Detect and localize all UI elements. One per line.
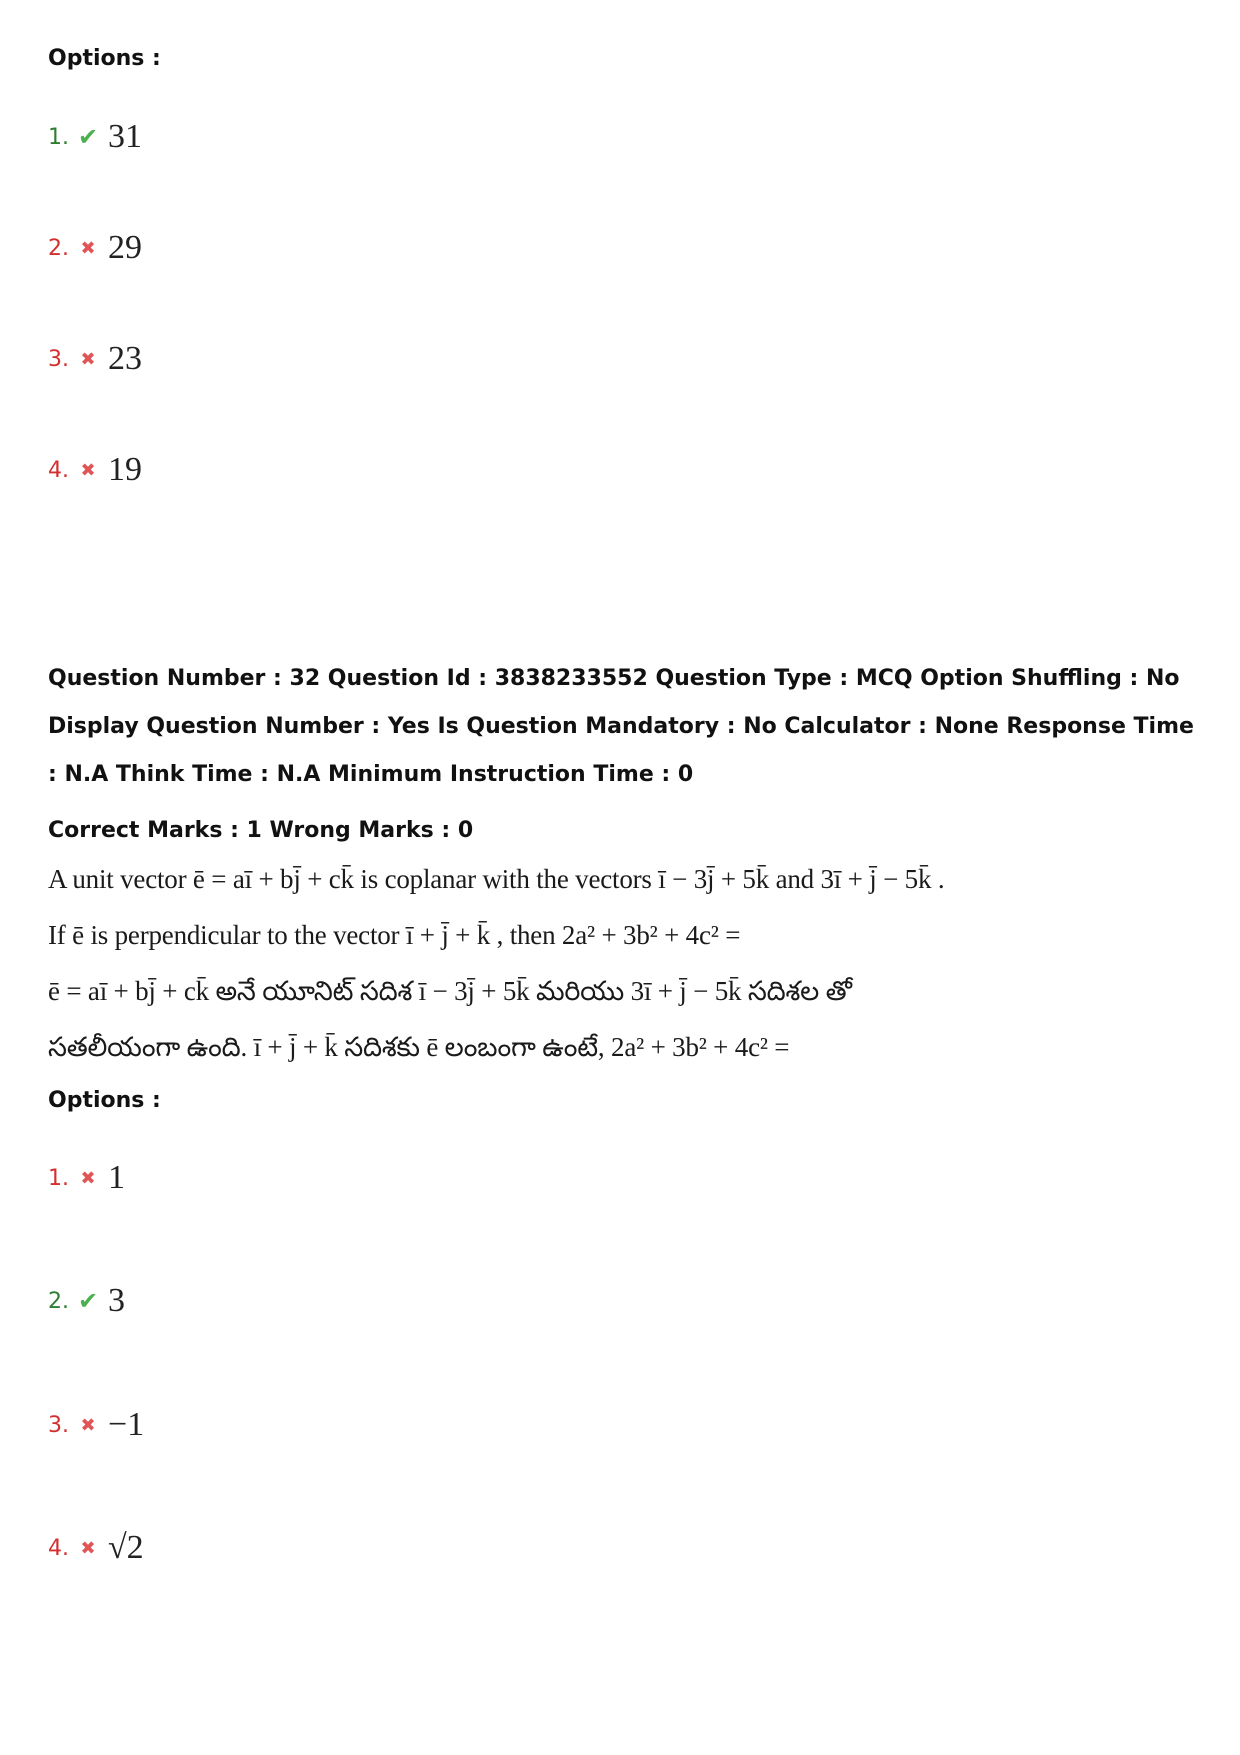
option-number: 1. <box>48 124 69 150</box>
option-item <box>48 112 142 162</box>
options-heading: Options : <box>48 46 161 71</box>
question-text-line: A unit vector ē = aī + bj̄ + ck̄ is coplanar with the vectors ī − 3j̄ + 5k̄ and 3ī + j̄ − 5k̄ . <box>48 864 945 894</box>
option-number: 4. <box>48 457 69 483</box>
cross-icon: ✖ <box>80 459 96 481</box>
option-number: 3. <box>48 1412 69 1438</box>
option-number: 2. <box>48 1288 69 1314</box>
cross-icon: ✖ <box>80 348 96 370</box>
check-icon: ✔ <box>77 123 99 151</box>
check-icon: ✔ <box>77 1287 99 1315</box>
cross-icon: ✖ <box>80 1537 96 1559</box>
question-meta-line: Display Question Number : Yes Is Question Mandatory : No Calculator : None Response Time <box>48 714 1194 739</box>
option-item <box>48 334 142 384</box>
option-item <box>48 223 142 273</box>
option-number: 3. <box>48 346 69 372</box>
option-value: 23 <box>108 340 142 377</box>
question-meta-line: : N.A Think Time : N.A Minimum Instruction Time : 0 <box>48 762 694 787</box>
option-number: 2. <box>48 235 69 261</box>
option-item <box>48 445 142 495</box>
option-value: 29 <box>108 229 142 266</box>
marks-line: Correct Marks : 1 Wrong Marks : 0 <box>48 818 474 843</box>
option-number: 4. <box>48 1535 69 1561</box>
option-value: 3 <box>108 1282 125 1319</box>
question-text-line-telugu: సతలీయంగా ఉంది. ī + j̄ + k̄ సదిశకు ē లంబంగా ఉంటే, 2a² + 3b² + 4c² = <box>48 1032 790 1062</box>
option-item <box>48 1523 144 1573</box>
option-value: 19 <box>108 451 142 488</box>
option-item <box>48 1153 125 1203</box>
option-value: 31 <box>108 118 142 155</box>
option-item <box>48 1400 144 1450</box>
cross-icon: ✖ <box>80 237 96 259</box>
question-text-line: If ē is perpendicular to the vector ī + j̄ + k̄ , then 2a² + 3b² + 4c² = <box>48 920 741 950</box>
question-meta-line: Question Number : 32 Question Id : 3838233552 Question Type : MCQ Option Shuffling : No <box>48 666 1180 691</box>
option-item <box>48 1276 125 1326</box>
option-value: −1 <box>108 1406 145 1443</box>
question-text-line-telugu: ē = aī + bj̄ + ck̄ అనే యూనిట్ సదిశ ī − 3j̄ + 5k̄ మరియు 3ī + j̄ − 5k̄ సదిశల తో <box>48 976 852 1006</box>
option-number: 1. <box>48 1165 69 1191</box>
cross-icon: ✖ <box>80 1414 96 1436</box>
options-heading: Options : <box>48 1088 161 1113</box>
option-value: √2 <box>108 1529 144 1566</box>
option-value: 1 <box>108 1159 125 1196</box>
cross-icon: ✖ <box>80 1167 96 1189</box>
